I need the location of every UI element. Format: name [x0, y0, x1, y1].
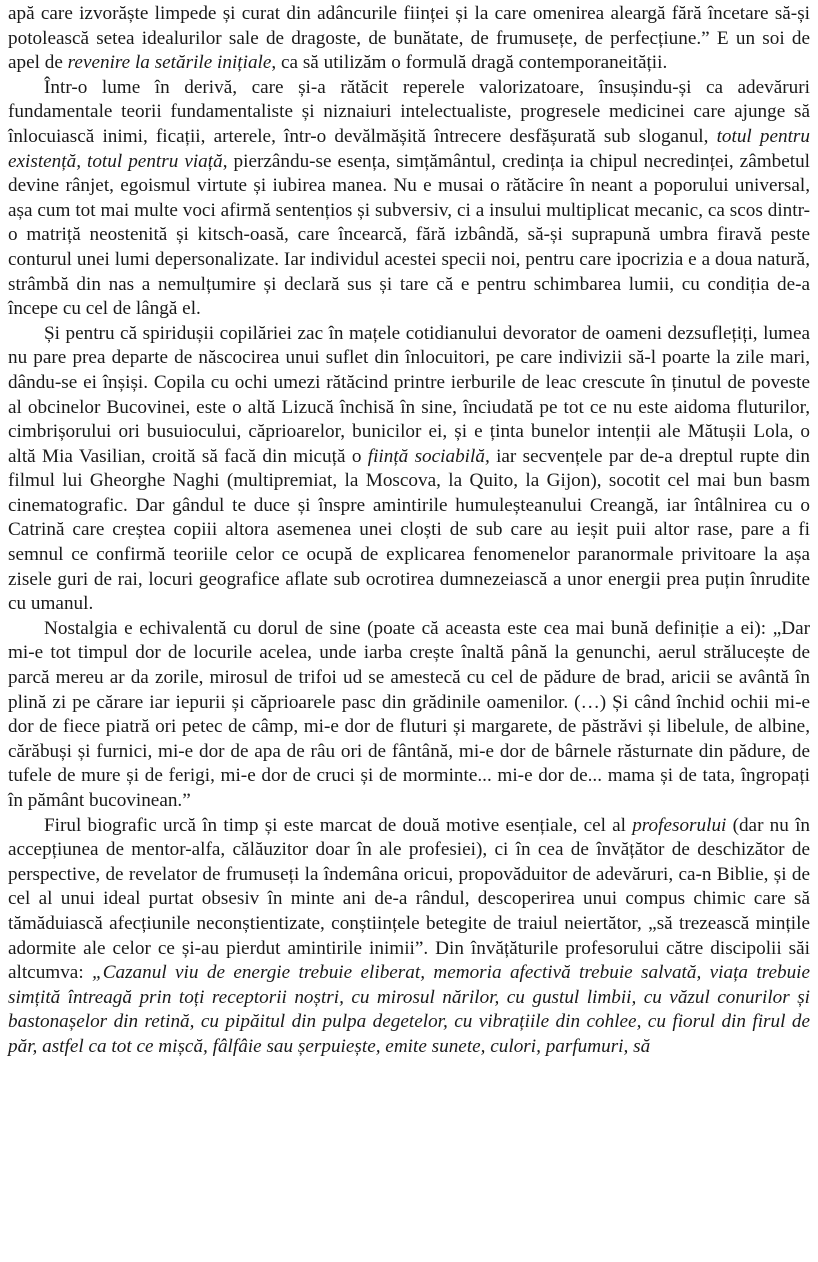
- paragraph-5-text-2: (dar nu în accepțiunea de mentor-alfa, călăuzitor doar în ale profesiei), ci în cea de învățător de deschizător de perspective, de revelator de frumuseți la îndemâna oricui, propovăduitor de adevăruri, ca-n Biblie, și de cel al unui ideal purtat obsesiv în minte ani de-a rândul, descoperirea unui compus chimic care să tămăduiască afecțiunile neconștientizate, conștiințele betegite de traiul neiertător, „să trezească mințile adormite ale celor ce și-au pierdut amintirile inimii”. Din învățăturile profesorului către discipolii săi altcumva:: [8, 814, 810, 984]
- paragraph-5-italic-word: profesorului: [632, 814, 727, 836]
- paragraph-4-text-1: Nostalgia e echivalentă cu dorul de sine (poate că aceasta este cea mai bună definiție a ei): „Dar mi-e tot timpul dor de locurile acelea, unde iarba crește înaltă până la genunchi, aerul strălucește de parcă mereu ar da zorile, mirosul de trifoi ud se amestecă cu cel de pădure de brad, aricii se avântă în plină zi pe cărare iar iepurii și căprioarele pasc din grădinile oamenilor. (…) Și când închid ochii mi-e dor de fiece piatră ori petec de câmp, mi-e dor de fluturi și margarete, de păstrăvi și libelule, de albine, cărăbuși și furnici, mi-e dor de apa de râu ori de fântână, mi-e dor de bârnele răsturnate din pădure, de tufele de mure și de ferigi, mi-e dor de cruci și de morminte... mi-e dor de... mama și de tata, îngropați în pământ bucovinean.”: [8, 617, 810, 811]
- paragraph-3: [8, 322, 810, 617]
- paragraph-1-text-1: apă care izvorăște limpede și curat din adâncurile ființei și la care omenirea aleargă fără încetare să-și potolească setea idealurilor sale de dragoste, de bunătate, de frumusețe, de perfecțiune.” E un soi de apel de: [8, 3, 810, 74]
- paragraph-3-text-1: Și pentru că spiridușii copilăriei zac în mațele cotidianului devorator de oameni dezsuflețiți, lumea nu pare prea departe de născocirea unui suflet din înlocuitori, pe care indivizii să-l poarte la zile mari, dându-se ei înșiși. Copila cu ochi umezi rătăcind printre ierburile de leac crescute în ținutul de poveste al obcinelor Bucovinei, este o altă Lizucă închisă în sine, înciudată pe tot ce nu este aidoma fluturilor, cimbrișorului ori busuiocului, căprioarelor, bunicilor ei, și e ținta bunelor intenții ale Mătușii Lola, o altă Mia Vasilian, croită să facă din micuță o: [8, 322, 810, 467]
- paragraph-2-text-2: , pierzându-se esența, simțământul, credința ia chipul necredinței, zâmbetul devine rânjet, egoismul virtute și iubirea manea. Nu e musai o rătăcire în neant a poporului universal, așa cum tot mai multe voci afirmă sentențios și subversiv, ci a insului multiplicat mecanic, ca scos dintr-o matriță neostenită și kitsch-oasă, care încearcă, fără izbândă, să-și suprapună umbra firavă peste conturul unei lumi depersonalizate. Iar individul acestei specii noi, pentru care ipocrizia e a doua natură, strâmbă din nas a nemulțumire și declară sus și tare că e pentru schimbarea lumii, cu condiția de-a începe cu cel de lângă el.: [8, 150, 811, 320]
- paragraph-2: [8, 76, 810, 322]
- paragraph-2-text-1: Într-o lume în derivă, care și-a rătăcit reperele valorizatoare, însușindu-și ca adevăruri fundamentale teorii fundamentaliste și niznaiuri intelectualiste, progresele medicinei care ajunge să înlocuiască inimi, ficații, arterele, într-o devălmășită întrecere desfășurată sub sloganul,: [8, 76, 810, 147]
- paragraph-3-text-2: iar secvențele par de-a dreptul rupte din filmul lui Gheorghe Naghi (multipremiat, la Moscova, la Quito, la Gijon), socotit cel mai bun basm cinematografic. Dar gândul te duce și înspre amintirile humuleșteanului Creangă, iar întâlnirea cu o Catrină care creștea copiii altora asemenea unei cloști de sub care au ieșit puii altor rase, pare a fi semnul ce confirmă teoriile celor ce ocupă de explicarea fenomenelor paranormale privitoare la așa zisele guri de rai, locuri geografice aflate sub ocrotirea dumnezeiască a unor energii prea puțin înrudite cu umanul.: [8, 445, 810, 615]
- paragraph-1: [8, 2, 810, 76]
- paragraph-2-italic-slogan: totul pentru existență, totul pentru viață: [8, 125, 810, 172]
- paragraph-1-italic-phrase: revenire la setările inițiale: [67, 52, 272, 74]
- paragraph-1-text-2: , ca să utilizăm o formulă dragă contemporaneității.: [271, 52, 668, 74]
- paragraph-3-italic-phrase: ființă sociabilă,: [367, 445, 490, 467]
- paragraph-5: [8, 814, 810, 1060]
- paragraph-4: [8, 617, 810, 814]
- paragraph-5-text-1: Firul biografic urcă în timp și este marcat de două motive esențiale, cel al: [44, 814, 633, 836]
- paragraph-5-italic-quote: „Cazanul viu de energie trebuie eliberat, memoria afectivă trebuie salvată, viața trebuie simțită întreagă prin toți receptorii noștri, cu mirosul nărilor, cu gustul limbii, cu văzul conurilor și bastonașelor din retină, cu pipăitul din pulpa degetelor, cu vibrațiile din cohlee, cu fiorul din firul de păr, astfel ca tot ce mișcă, fâlfâie sau șerpuiește, emite sunete, culori, parfumuri, să: [8, 962, 811, 1057]
